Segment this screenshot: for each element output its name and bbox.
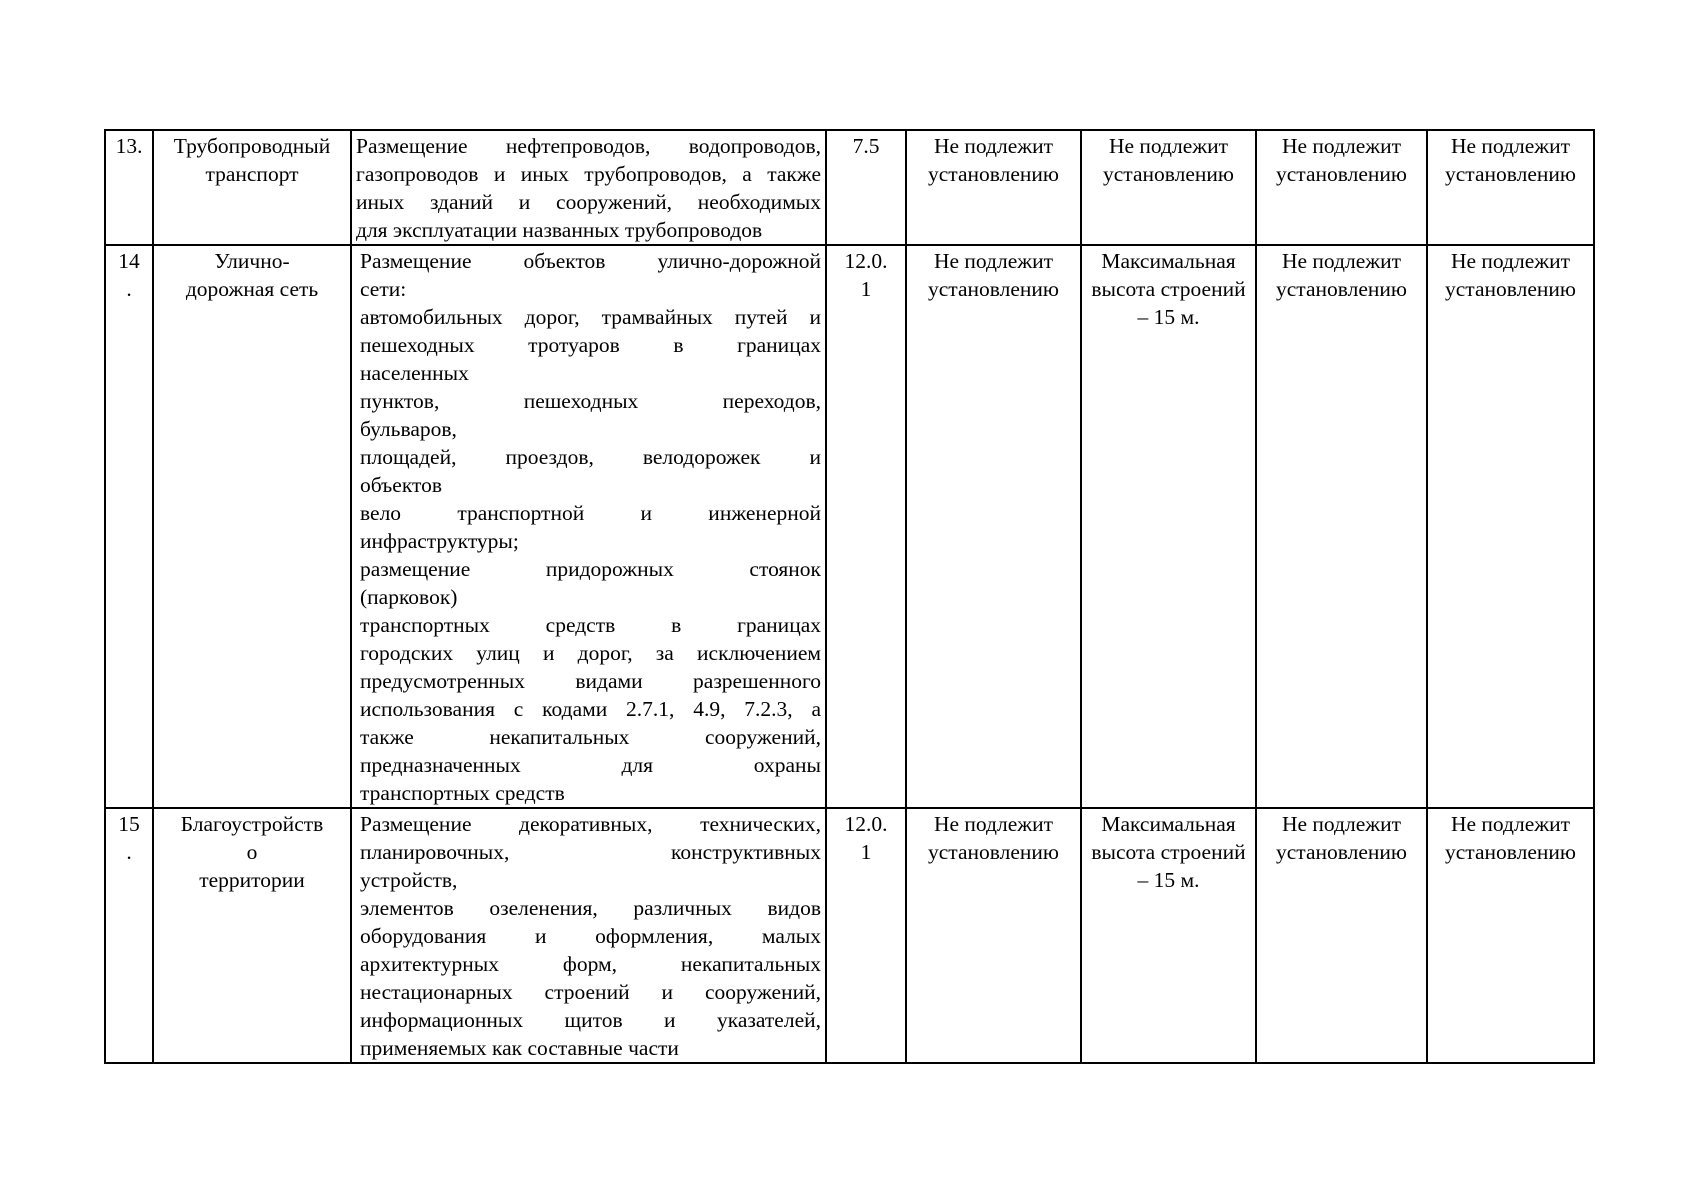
cell-text-line: установлению bbox=[1445, 162, 1576, 186]
description-line: элементов озеленения, различных видов bbox=[360, 896, 821, 920]
use-type-name-cell bbox=[153, 808, 351, 1063]
parameter-cell bbox=[906, 130, 1081, 245]
description-line: Размещение декоративных, технических, bbox=[360, 812, 821, 836]
cell-text-line: Не подлежит bbox=[933, 812, 1054, 836]
cell-text-line: 7.5 bbox=[852, 134, 880, 158]
land-use-table bbox=[104, 129, 1595, 1064]
cell-text-line: о bbox=[246, 840, 258, 864]
parameter-cell bbox=[1427, 808, 1594, 1063]
parameter-cell bbox=[1427, 245, 1594, 808]
parameter-cell bbox=[1256, 245, 1427, 808]
cell-text-line: 1 bbox=[860, 277, 872, 301]
cell-text-line: 1 bbox=[860, 840, 872, 864]
description-line: населенных bbox=[360, 361, 469, 385]
description-line: городских улиц и дорог, за исключением bbox=[360, 641, 821, 665]
parameter-cell bbox=[906, 808, 1081, 1063]
cell-text-line: установлению bbox=[1276, 840, 1407, 864]
description-line: автомобильных дорог, трамвайных путей и bbox=[360, 305, 821, 329]
description-line: архитектурных форм, некапитальных bbox=[360, 952, 821, 976]
use-code-cell bbox=[826, 808, 906, 1063]
description-line: объектов bbox=[360, 473, 442, 497]
description-line: устройств, bbox=[360, 868, 458, 892]
cell-text-line: 15 bbox=[118, 812, 140, 836]
description-line: также некапитальных сооружений, bbox=[360, 725, 821, 749]
table-row bbox=[105, 130, 1594, 245]
parameter-cell bbox=[1427, 130, 1594, 245]
use-type-name-cell bbox=[153, 245, 351, 808]
description-line: пешеходных тротуаров в границах bbox=[360, 333, 821, 357]
row-number-cell bbox=[105, 808, 153, 1063]
cell-text-line: Не подлежит bbox=[1281, 812, 1402, 836]
description-line: Размещение нефтепроводов, водопроводов, bbox=[356, 134, 821, 158]
table-row bbox=[105, 808, 1594, 1063]
parameter-cell bbox=[1081, 808, 1256, 1063]
description-line: транспортных средств bbox=[360, 781, 565, 805]
row-number-cell bbox=[105, 245, 153, 808]
cell-text-line: Не подлежит bbox=[933, 134, 1054, 158]
description-line: для эксплуатации названных трубопроводов bbox=[356, 218, 763, 242]
use-description-cell bbox=[351, 245, 826, 808]
cell-text-line: – 15 м. bbox=[1137, 305, 1200, 329]
description-line: информационных щитов и указателей, bbox=[360, 1008, 821, 1032]
description-line: размещение придорожных стоянок bbox=[360, 557, 821, 581]
use-description-cell bbox=[351, 808, 826, 1063]
description-line: оборудования и оформления, малых bbox=[360, 924, 821, 948]
parameter-cell bbox=[1081, 130, 1256, 245]
row-number-cell bbox=[105, 130, 153, 245]
description-line: (парковок) bbox=[360, 585, 458, 609]
cell-text-line: Максимальная bbox=[1101, 249, 1236, 273]
description-line: иных зданий и сооружений, необходимых bbox=[356, 190, 821, 214]
cell-text-line: установлению bbox=[1445, 840, 1576, 864]
cell-text-line: Не подлежит bbox=[1450, 249, 1571, 273]
cell-text-line: установлению bbox=[928, 277, 1059, 301]
cell-text-line: Максимальная bbox=[1101, 812, 1236, 836]
description-line: бульваров, bbox=[360, 417, 457, 441]
cell-text-line: установлению bbox=[1276, 277, 1407, 301]
cell-text-line: – 15 м. bbox=[1137, 868, 1200, 892]
cell-text-line: установлению bbox=[1276, 162, 1407, 186]
description-line: газопроводов и иных трубопроводов, а также bbox=[356, 162, 821, 186]
description-line: использования с кодами 2.7.1, 4.9, 7.2.3, а bbox=[360, 697, 821, 721]
use-type-name-cell bbox=[153, 130, 351, 245]
cell-text-line: Трубопроводный bbox=[173, 134, 331, 158]
cell-text-line: транспорт bbox=[205, 162, 299, 186]
cell-text-line: 12.0. bbox=[844, 812, 888, 836]
cell-text-line: Улично- bbox=[214, 249, 290, 273]
cell-text-line: Не подлежит bbox=[1450, 812, 1571, 836]
description-line: пунктов, пешеходных переходов, bbox=[360, 389, 821, 413]
cell-text-line: Благоустройств bbox=[180, 812, 324, 836]
parameter-cell bbox=[1256, 808, 1427, 1063]
cell-text-line: дорожная сеть bbox=[185, 277, 319, 301]
cell-text-line: Не подлежит bbox=[1281, 134, 1402, 158]
use-code-cell bbox=[826, 130, 906, 245]
description-line: предназначенных для охраны bbox=[360, 753, 821, 777]
table-row bbox=[105, 245, 1594, 808]
use-description-cell bbox=[351, 130, 826, 245]
description-line: площадей, проездов, велодорожек и bbox=[360, 445, 821, 469]
description-line: транспортных средств в границах bbox=[360, 613, 821, 637]
cell-text-line: Не подлежит bbox=[1450, 134, 1571, 158]
description-line: сети: bbox=[360, 277, 407, 301]
description-line: планировочных, конструктивных bbox=[360, 840, 821, 864]
cell-text-line: . bbox=[126, 840, 132, 864]
cell-text-line: 12.0. bbox=[844, 249, 888, 273]
cell-text-line: высота строений bbox=[1091, 840, 1246, 864]
description-line: Размещение объектов улично-дорожной bbox=[360, 249, 821, 273]
cell-text-line: установлению bbox=[928, 840, 1059, 864]
cell-text-line: Не подлежит bbox=[1281, 249, 1402, 273]
cell-text-line: территории bbox=[199, 868, 305, 892]
cell-text-line: высота строений bbox=[1091, 277, 1246, 301]
description-line: предусмотренных видами разрешенного bbox=[360, 669, 821, 693]
cell-text-line: установлению bbox=[1103, 162, 1234, 186]
cell-text-line: установлению bbox=[928, 162, 1059, 186]
description-line: применяемых как составные части bbox=[360, 1036, 679, 1060]
parameter-cell bbox=[1256, 130, 1427, 245]
parameter-cell bbox=[1081, 245, 1256, 808]
description-line: инфраструктуры; bbox=[360, 529, 519, 553]
cell-text-line: . bbox=[126, 277, 132, 301]
description-line: нестационарных строений и сооружений, bbox=[360, 980, 821, 1004]
cell-text-line: 13. bbox=[115, 134, 143, 158]
description-line: вело транспортной и инженерной bbox=[360, 501, 821, 525]
cell-text-line: 14 bbox=[118, 249, 140, 273]
use-code-cell bbox=[826, 245, 906, 808]
cell-text-line: Не подлежит bbox=[933, 249, 1054, 273]
cell-text-line: Не подлежит bbox=[1108, 134, 1229, 158]
parameter-cell bbox=[906, 245, 1081, 808]
cell-text-line: установлению bbox=[1445, 277, 1576, 301]
